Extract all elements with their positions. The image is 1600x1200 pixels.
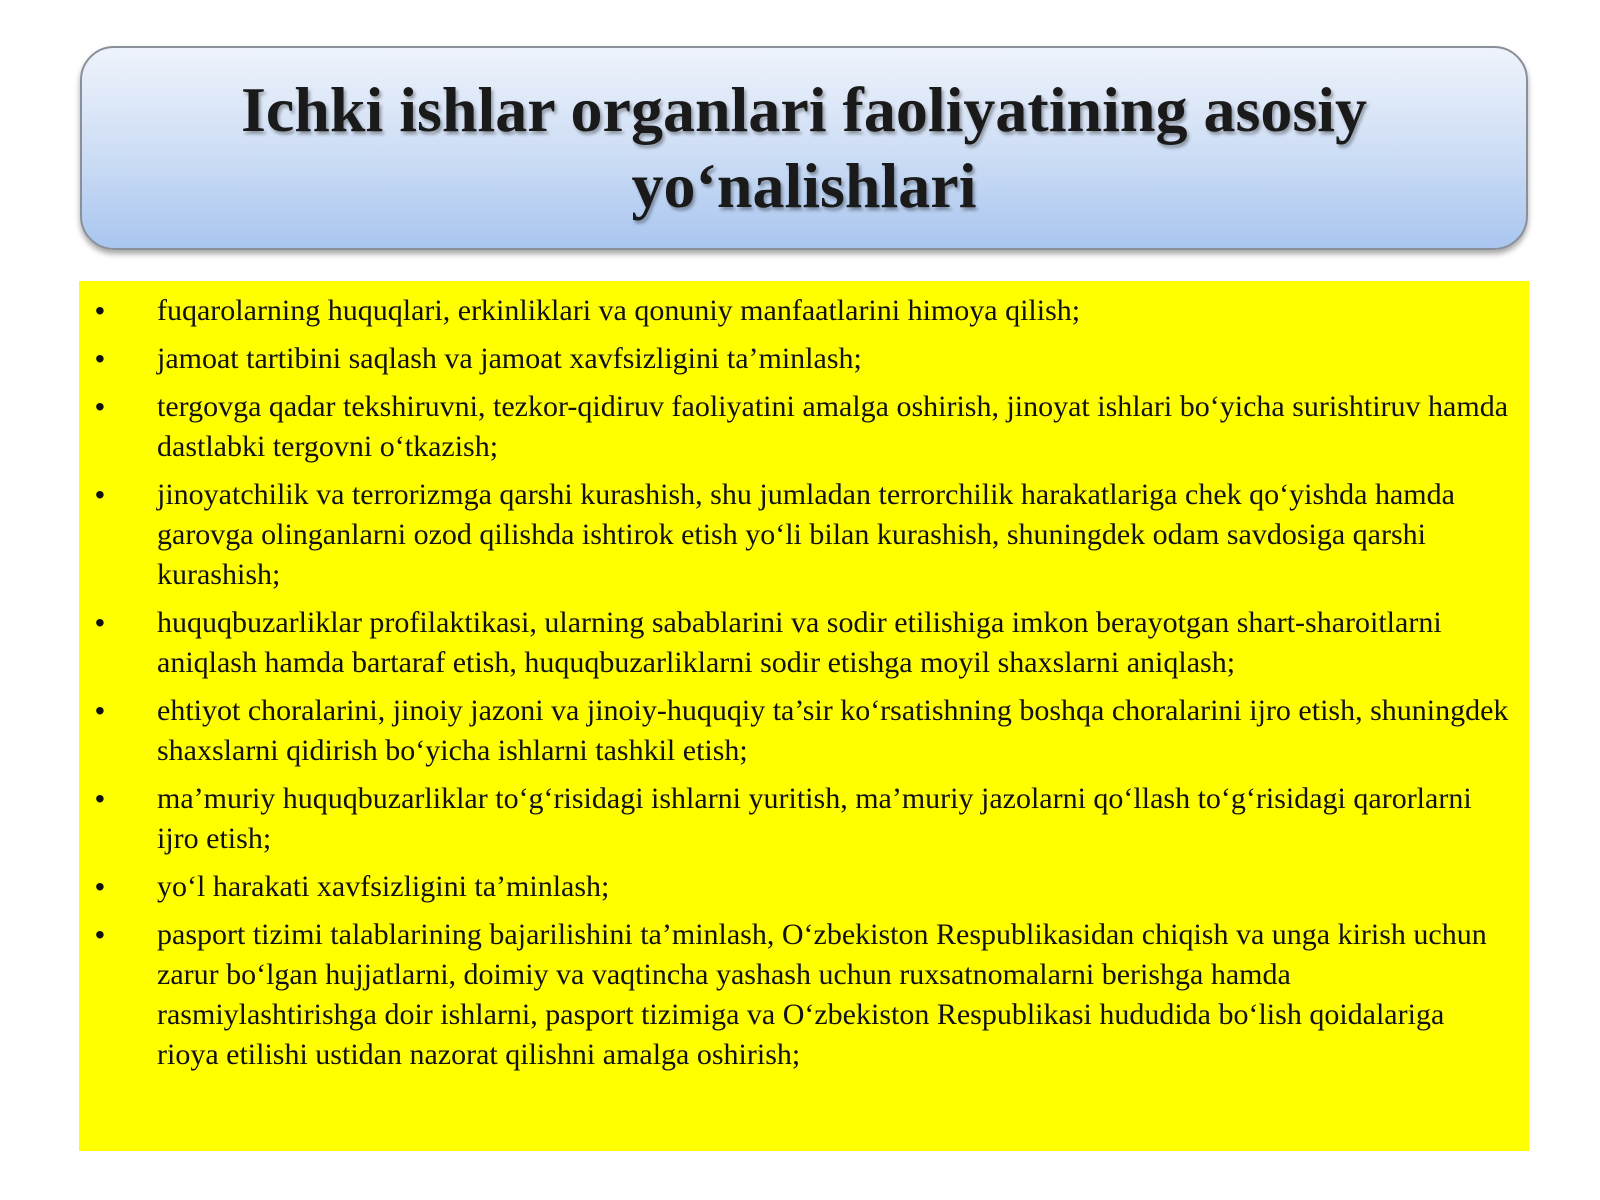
bullet-icon: • xyxy=(95,391,105,422)
bullet-icon: • xyxy=(95,479,105,510)
list-item-text: yo‘l harakati xavfsizligini ta’minlash; xyxy=(157,870,610,903)
list-item xyxy=(79,387,1509,467)
list-item-text: tergovga qadar tekshiruvni, tezkor-qidiruv faoliyatini amalga oshirish, jinoyat ishlari bo‘yicha surishtiruv hamda dastlabki tergovni o‘tkazish; xyxy=(157,390,1509,463)
bullet-icon: • xyxy=(95,607,105,638)
list-item-text: ma’muriy huquqbuzarliklar to‘g‘risidagi ishlarni yuritish, ma’muriy jazolarni qo‘llash to‘g‘risidagi qarorlarni ijro etish; xyxy=(157,782,1472,855)
list-item xyxy=(79,691,1509,771)
bullet-icon: • xyxy=(95,919,105,950)
list-item-text: jamoat tartibini saqlash va jamoat xavfsizligini ta’minlash; xyxy=(157,342,862,375)
list-item-text: ehtiyot choralarini, jinoiy jazoni va jinoiy-huquqiy ta’sir ko‘rsatishning boshqa choralarini ijro etish, shuningdek shaxslarni qidirish bo‘yicha ishlarni tashkil etish; xyxy=(157,694,1509,767)
bullet-icon: • xyxy=(95,871,105,902)
list-item-text: jinoyatchilik va terrorizmga qarshi kurashish, shu jumladan terrorchilik harakatlariga chek qo‘yishda hamda garovga olinganlarni ozod qilishda ishtirok etish yo‘li bilan kurashish, shuningdek odam savdosiga qarshi kurashish; xyxy=(157,478,1455,591)
list-item xyxy=(79,475,1509,595)
bullet-list xyxy=(79,291,1509,1075)
list-item xyxy=(79,779,1509,859)
list-item xyxy=(79,867,1509,907)
list-item xyxy=(79,339,1509,379)
title-banner xyxy=(80,46,1528,250)
list-item-text: fuqarolarning huquqlari, erkinliklari va qonuniy manfaatlarini himoya qilish; xyxy=(157,294,1081,327)
bullet-icon: • xyxy=(95,295,105,326)
bullet-icon: • xyxy=(95,343,105,374)
bullet-icon: • xyxy=(95,783,105,814)
list-item xyxy=(79,603,1509,683)
list-item-text: huquqbuzarliklar profilaktikasi, ularning sabablarini va sodir etilishiga imkon berayotgan shart-sharoitlarni aniqlash hamda bartaraf etish, huquqbuzarliklarni sodir etishga moyil shaxslarni aniqlash; xyxy=(157,606,1442,679)
list-item xyxy=(79,915,1509,1075)
bullet-icon: • xyxy=(95,695,105,726)
list-item xyxy=(79,291,1509,331)
content-panel xyxy=(79,281,1529,1151)
list-item-text: pasport tizimi talablarining bajarilishini ta’minlash, O‘zbekiston Respublikasidan chiqish va unga kirish uchun zarur bo‘lgan hujjatlarni, doimiy va vaqtincha yashash uchun ruxsatnomalarni berishga hamda rasmiylashtirishga doir ishlarni, pasport tizimiga va O‘zbekiston Respublikasi hududida bo‘lish qoidalariga rioya etilishi ustidan nazorat qilishni amalga oshirish; xyxy=(157,918,1487,1071)
page-title: Ichki ishlar organlari faoliyatining asosiy yo‘nalishlari xyxy=(240,74,1368,221)
